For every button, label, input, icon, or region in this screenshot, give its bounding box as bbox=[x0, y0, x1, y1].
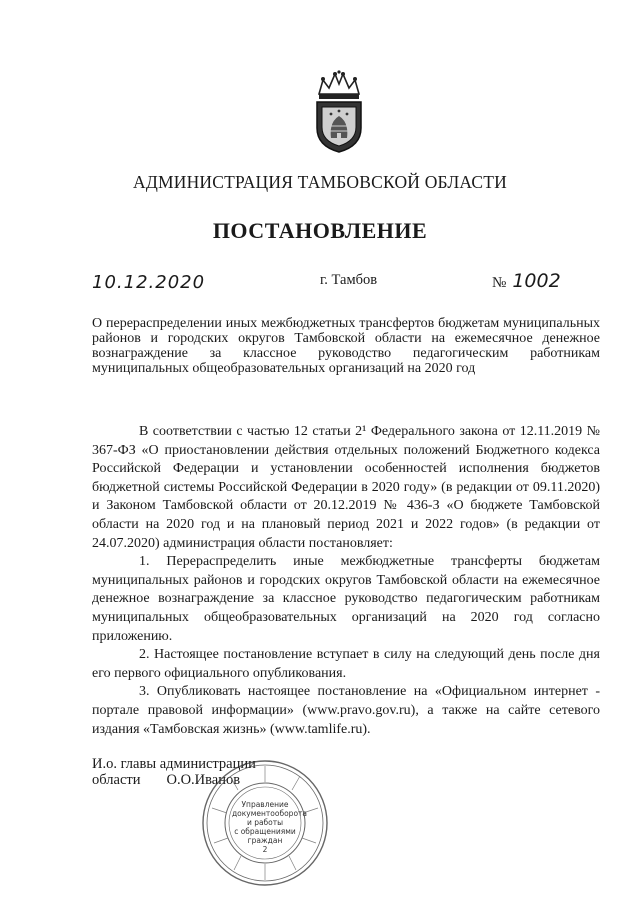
signature-title: И.о. главы администрации bbox=[92, 756, 256, 772]
document-number-block bbox=[492, 270, 561, 292]
stamp-line: и работы bbox=[246, 818, 284, 827]
stamp-line: документооборота bbox=[232, 809, 307, 818]
document-body bbox=[92, 423, 600, 739]
stamp-number: 2 bbox=[262, 845, 268, 854]
stamp-line: с обращениями bbox=[234, 827, 296, 836]
number-sign: № bbox=[492, 275, 507, 291]
signer-name: О.О.Иванов bbox=[166, 772, 241, 788]
document-date: 10.12.2020 bbox=[92, 272, 206, 293]
item-1-paragraph: 1. Перераспределить иные межбюджетные трансферты бюджетам муниципальных районов и городских округов Тамбовской области на ежемесячное денежное вознаграждение за классное руководство педагогическим работникам муниципальных общеобразовательных организаций на 2020 год согласно приложению. bbox=[92, 554, 600, 644]
organization-title: АДМИНИСТРАЦИЯ ТАМБОВСКОЙ ОБЛАСТИ bbox=[133, 172, 507, 192]
preamble-paragraph: В соответствии с частью 12 статьи 2¹ Федерального закона от 12.11.2019 № 367-ФЗ «О приостановлении действия отдельных положений Бюджетного кодекса Российской Федерации и установлении особенностей исполнения бюджетов бюджетной системы Российской Федерации в 2020 году» (в редакции от 09.11.2020) и Законом Тамбовской области от 20.12.2019 № 436-З «О бюджете Тамбовской области на 2020 год и на плановый период 2021 и 2022 годов» (в редакции от 24.07.2020) администрация области постановляет: bbox=[92, 424, 600, 551]
document-subject: О перераспределении иных межбюджетных трансфертов бюджетам муниципальных районов и городских округов Тамбовской области на ежемесячное денежное вознаграждение за классное руководство педагогическим работникам муниципальных общеобразовательных организаций на 2020 год bbox=[92, 316, 600, 376]
coat-of-arms-emblem bbox=[311, 70, 367, 154]
stamp-inner-text bbox=[232, 800, 307, 854]
stamp-line: граждан bbox=[247, 836, 283, 845]
item-2-paragraph: 2. Настоящее постановление вступает в силу на следующий день после дня его первого официального опубликования. bbox=[92, 647, 600, 681]
document-city: г. Тамбов bbox=[320, 272, 378, 288]
signature-region: области bbox=[92, 772, 141, 788]
item-3-paragraph: 3. Опубликовать настоящее постановление на «Официальном интернет - портале правовой информации» (www.pravo.gov.ru), а также на сайте сетевого издания «Тамбовская жизнь» (www.tamlife.ru). bbox=[92, 684, 600, 737]
document-number: 1002 bbox=[512, 270, 561, 292]
document-type-heading: ПОСТАНОВЛЕНИЕ bbox=[212, 218, 428, 243]
stamp-line: Управление bbox=[241, 800, 289, 809]
